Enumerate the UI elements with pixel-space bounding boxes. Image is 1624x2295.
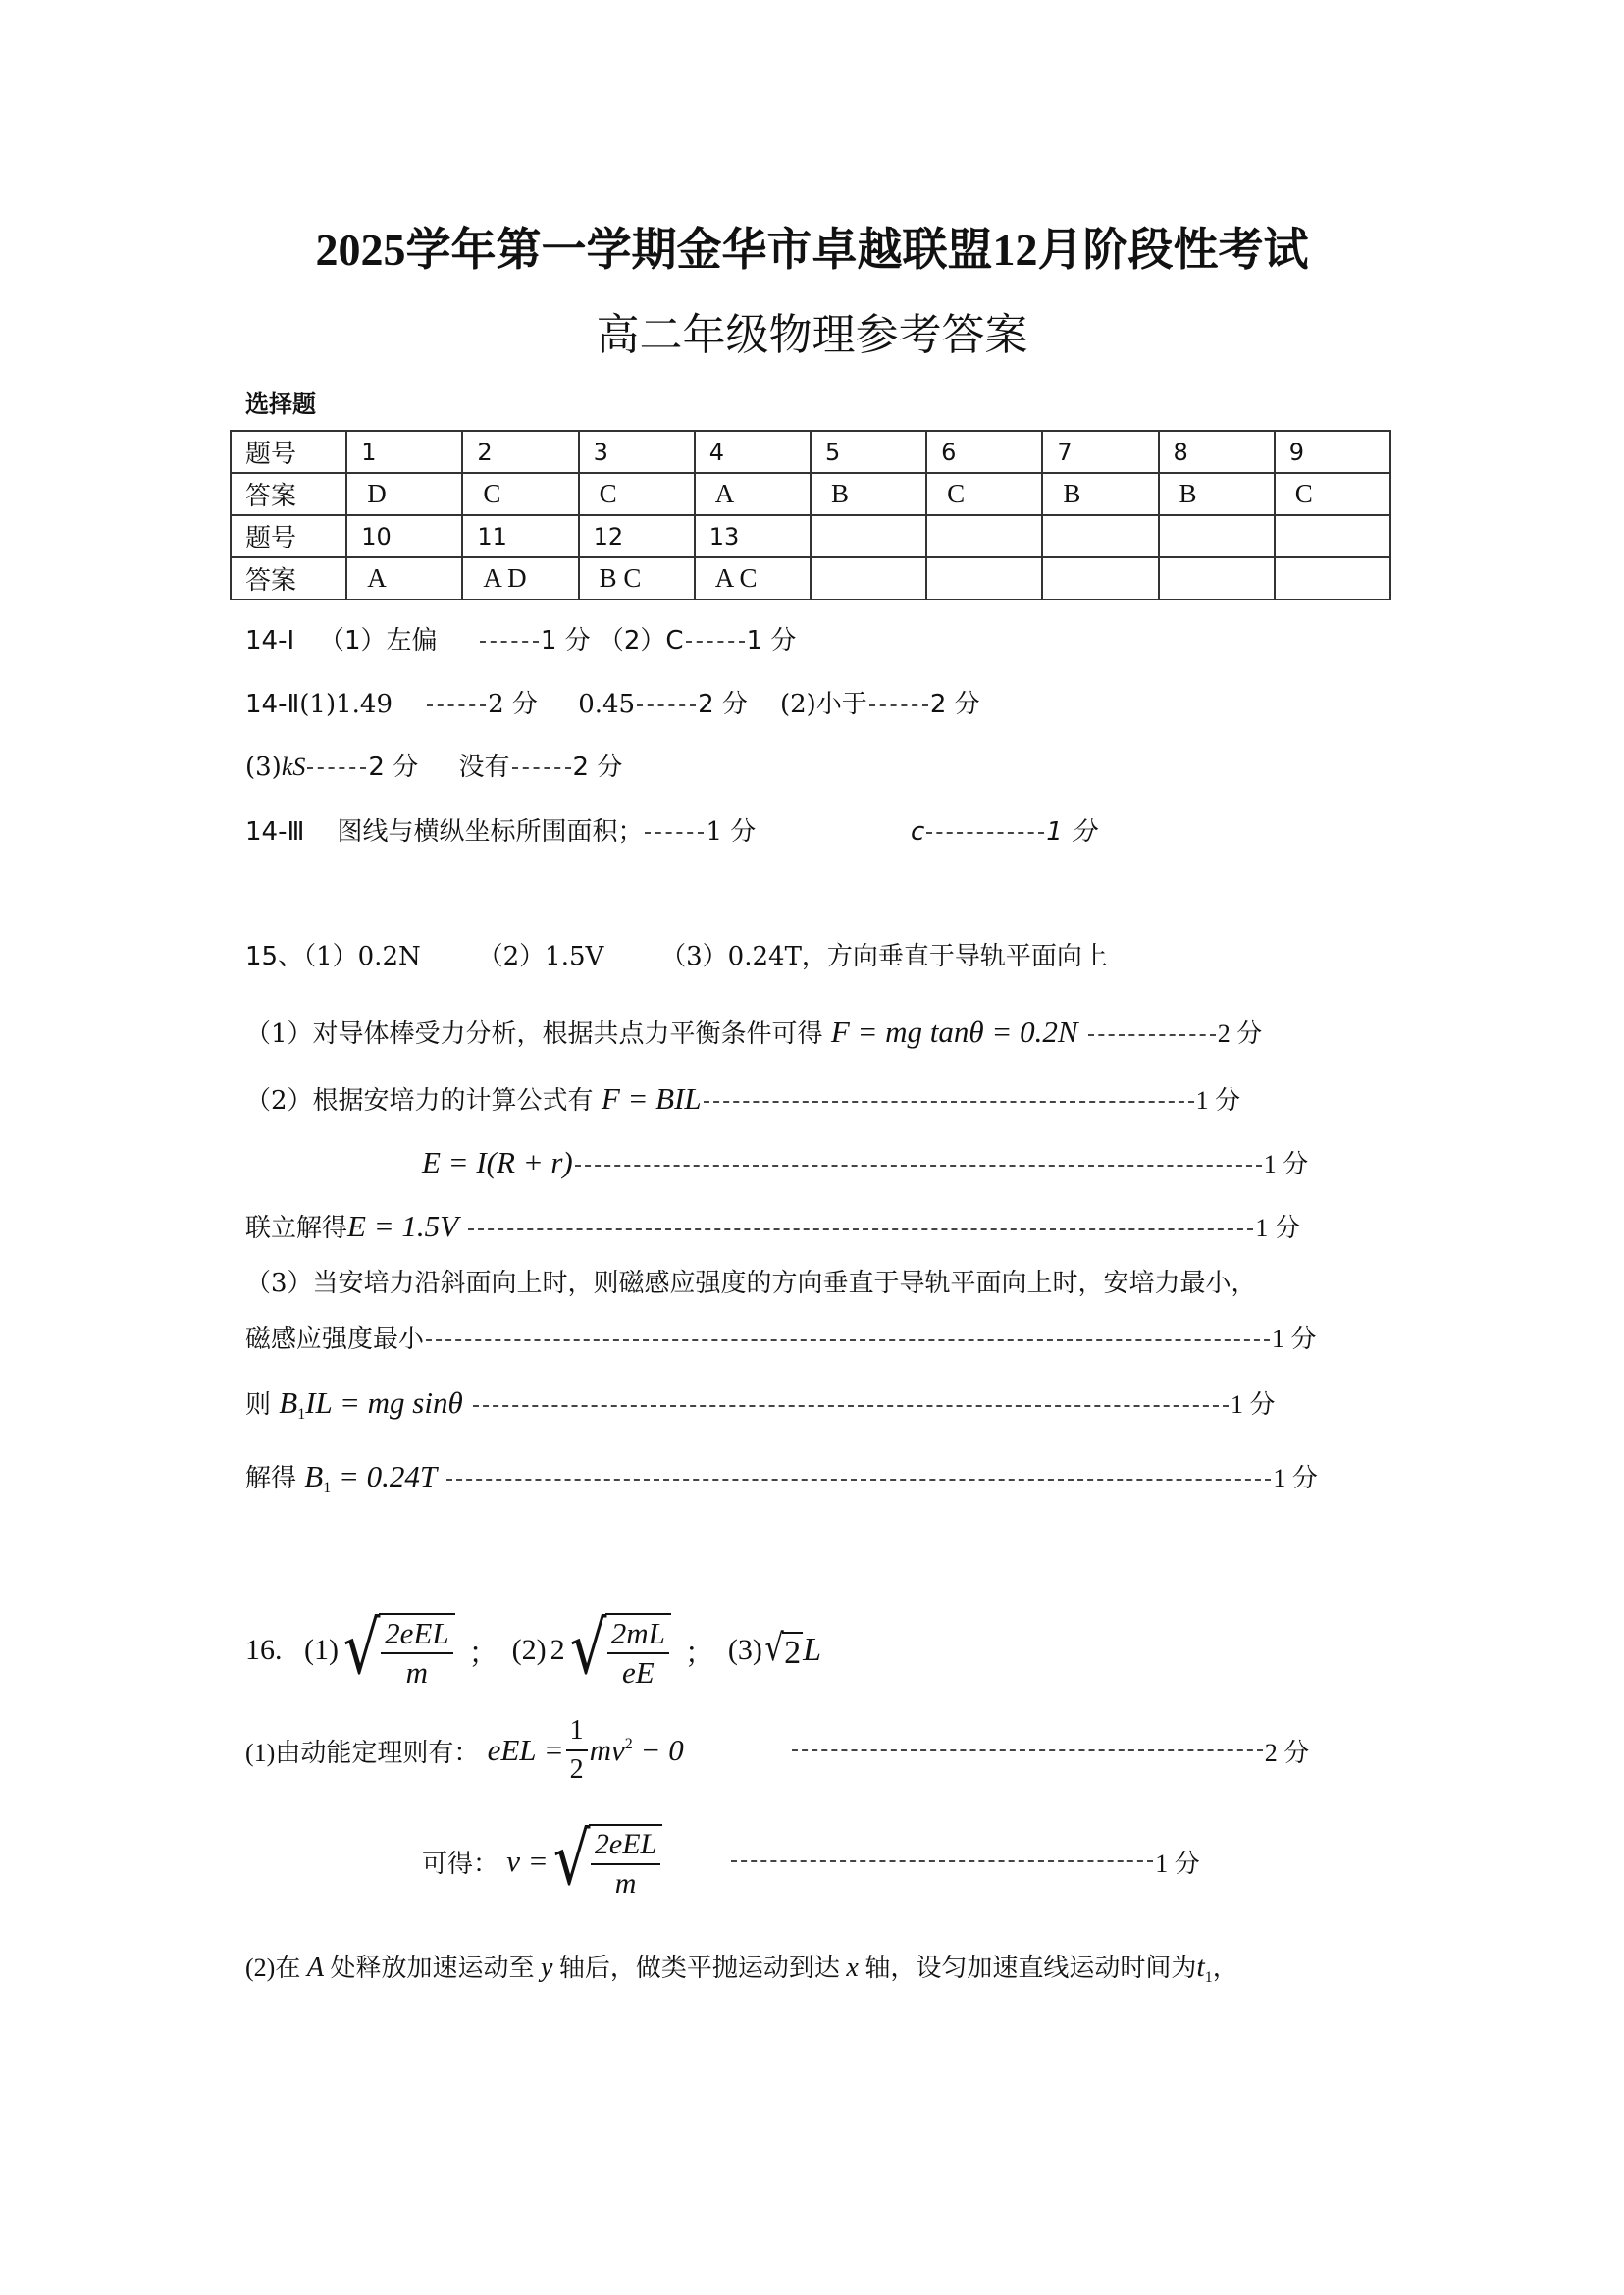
question-number-cell: 10 xyxy=(346,515,462,557)
q16-step2-denominator: m xyxy=(614,1867,637,1900)
sqrt-symbol xyxy=(565,1606,671,1692)
question-number-cell: 5 xyxy=(811,431,926,473)
q16-a2-label: (2) xyxy=(511,1634,547,1666)
sqrt-symbol xyxy=(339,1606,455,1692)
question-number-cell: 2 xyxy=(462,431,578,473)
question-number-cell xyxy=(1042,515,1158,557)
answer-cell xyxy=(926,557,1042,600)
dash-leader xyxy=(704,1101,1194,1103)
document-subtitle: 高二年级物理参考答案 xyxy=(596,311,1028,359)
question-number-cell xyxy=(811,515,926,557)
q15-step2-score: 1 分 xyxy=(1195,1086,1241,1115)
answer-cell: A xyxy=(346,557,462,600)
answer-cell xyxy=(1042,557,1158,600)
q15-step7-formula xyxy=(279,1385,463,1423)
q16-step3 xyxy=(245,1950,1238,1996)
dash-leader xyxy=(645,832,704,834)
q15-step7-text: 则 xyxy=(245,1390,272,1420)
question-number-cell: 4 xyxy=(695,431,811,473)
q15-step1-score: 2 分 xyxy=(1217,1019,1263,1048)
answer-cell: B C xyxy=(579,557,695,600)
document-title: 2025学年第一学期金华市卓越联盟12月阶段性考试 xyxy=(315,225,1309,275)
q14-part3-item2: c xyxy=(911,817,925,847)
dash-leader xyxy=(480,641,539,643)
answer-cell: A xyxy=(695,473,811,515)
q14-part2-item1: (1)1.49 xyxy=(299,690,393,719)
formula-t: t xyxy=(1196,1951,1205,1983)
answer-cell: A C xyxy=(695,557,811,600)
answer-cell: D xyxy=(346,473,462,515)
q15-step3-formula: E = I(R + r) xyxy=(422,1145,573,1179)
radical-icon: √ xyxy=(552,1817,591,1902)
question-number-cell xyxy=(1159,515,1275,557)
formula-rest: IL = mg sinθ xyxy=(305,1385,463,1420)
q14-part1-score1: 1 分 xyxy=(540,626,591,655)
question-number-cell: 7 xyxy=(1042,431,1158,473)
q16-prefix: 16. xyxy=(245,1634,283,1666)
dash-leader xyxy=(512,767,571,769)
formula-var-b: B xyxy=(304,1459,324,1493)
dash-leader xyxy=(869,704,928,706)
dash-leader xyxy=(686,641,745,643)
dash-leader xyxy=(468,1228,1253,1230)
answer-cell xyxy=(1275,557,1390,600)
q14-part1-item2: （2）C xyxy=(598,626,684,655)
q16-separator: ； xyxy=(684,1638,714,1670)
q15-step6-score: 1 分 xyxy=(1272,1325,1317,1353)
dash-leader xyxy=(427,704,486,706)
q16-a3-rest: L xyxy=(803,1632,821,1668)
q15-prefix: 15、 xyxy=(245,942,304,971)
q16-a3-label: (3) xyxy=(727,1634,762,1666)
q16-step1-score: 2 分 xyxy=(1264,1738,1310,1767)
q15-step4-score: 1 分 xyxy=(1255,1214,1300,1242)
radical-icon: √ xyxy=(764,1626,784,1669)
q16-a1-denominator: m xyxy=(405,1655,429,1690)
question-number-cell: 9 xyxy=(1275,431,1390,473)
answer-cell xyxy=(811,557,926,600)
sqrt-symbol xyxy=(762,1628,803,1673)
formula-subscript: 1 xyxy=(297,1406,306,1423)
q15-step6-text: 磁感应强度最小 xyxy=(245,1325,425,1354)
q15-step5-text: （3）当安培力沿斜面向上时，则磁感应强度的方向垂直于导轨平面向上时，安培力最小， xyxy=(245,1269,1257,1298)
table-row-label: 答案 xyxy=(231,557,346,600)
q15-step7-score: 1 分 xyxy=(1230,1390,1276,1419)
question-number-cell: 3 xyxy=(579,431,695,473)
q14-part3-score1: 1 分 xyxy=(706,817,757,847)
dash-leader xyxy=(637,704,696,706)
q15-answer1: （1）0.2N xyxy=(303,942,421,971)
q16-step3-text1: (2)在 xyxy=(245,1954,301,1982)
q14-part2b xyxy=(245,750,622,785)
q15-step1 xyxy=(245,1015,1262,1052)
table-row xyxy=(231,473,1390,515)
table-row-label: 题号 xyxy=(231,431,346,473)
answer-table xyxy=(230,430,1391,600)
q15-step2-formula: F = BIL xyxy=(601,1081,702,1116)
dash-leader xyxy=(926,832,1044,834)
question-number-cell: 11 xyxy=(462,515,578,557)
q16-a1-numerator: 2eEL xyxy=(381,1615,452,1654)
q14-part3 xyxy=(245,814,756,850)
answer-cell: B xyxy=(811,473,926,515)
q14-part2b-item2: 没有 xyxy=(458,753,510,782)
q15-answer2: （2）1.5V xyxy=(477,942,604,971)
q16-step3-text4: 轴，设匀加速直线运动时间为 xyxy=(864,1954,1197,1982)
answer-cell: A D xyxy=(462,557,578,600)
q16-a2-coef: 2 xyxy=(550,1634,565,1666)
q15-step8-score: 1 分 xyxy=(1273,1464,1318,1492)
q14-part2-item2: 0.45 xyxy=(578,690,636,719)
q14-part1-item1: （1）左偏 xyxy=(318,626,438,655)
question-number-cell xyxy=(1275,515,1390,557)
q15-step1-text: （1）对导体棒受力分析，根据共点力平衡条件可得 xyxy=(245,1019,823,1049)
q15-summary xyxy=(245,939,1108,974)
dash-leader xyxy=(446,1479,1271,1481)
q14-part3-right xyxy=(911,814,1096,850)
q14-part2-score3: 2 分 xyxy=(929,690,980,719)
q16-step1-frac-den: 2 xyxy=(569,1754,584,1785)
q16-step3-var-y: y xyxy=(540,1953,553,1983)
q16-separator: ； xyxy=(468,1638,498,1670)
q16-step3-var-t xyxy=(1196,1951,1213,1986)
dash-leader xyxy=(575,1165,1262,1167)
q16-summary xyxy=(245,1606,821,1692)
q15-step2-text: （2）根据安培力的计算公式有 xyxy=(245,1086,594,1116)
q16-step2-score: 1 分 xyxy=(1155,1849,1200,1878)
question-number-cell: 13 xyxy=(695,515,811,557)
q15-step6 xyxy=(245,1322,1317,1357)
table-row xyxy=(231,515,1390,557)
q14-part2-prefix: 14-Ⅱ xyxy=(245,690,300,719)
q16-step1-lhs: eEL = xyxy=(487,1733,564,1767)
formula-subscript: 1 xyxy=(1204,1969,1213,1986)
table-row-label: 题号 xyxy=(231,515,346,557)
q15-answer3: （3）0.24T，方向垂直于导轨平面向上 xyxy=(660,942,1108,971)
q16-step2-text: 可得： xyxy=(422,1849,499,1879)
formula-subscript: 1 xyxy=(323,1480,332,1496)
q14-part2-score2: 2 分 xyxy=(698,690,748,719)
question-number-cell xyxy=(926,515,1042,557)
dash-leader xyxy=(473,1405,1229,1407)
dash-leader xyxy=(426,1339,1270,1341)
answer-cell: C xyxy=(926,473,1042,515)
table-row xyxy=(231,431,1390,473)
q16-step1 xyxy=(245,1712,1309,1789)
table-row xyxy=(231,557,1390,600)
question-number-cell: 12 xyxy=(579,515,695,557)
q15-step3 xyxy=(422,1145,1308,1182)
q16-step2-numerator: 2eEL xyxy=(591,1826,660,1865)
sqrt-symbol xyxy=(549,1817,662,1903)
q14-part2-item3: (2)小于 xyxy=(779,690,867,719)
q16-step3-var-a: A xyxy=(306,1953,324,1983)
section-label-multiple-choice: 选择题 xyxy=(245,391,316,418)
radical-icon: √ xyxy=(342,1606,381,1691)
q16-step1-rhs xyxy=(590,1733,684,1768)
q14-part1 xyxy=(245,623,796,658)
q15-step2 xyxy=(245,1081,1240,1119)
q16-step2-lhs: v = xyxy=(506,1844,549,1878)
q14-part1-score2: 1 分 xyxy=(746,626,797,655)
dash-leader xyxy=(1088,1034,1216,1036)
q16-a1-label: (1) xyxy=(304,1634,339,1666)
dash-leader xyxy=(731,1860,1153,1862)
q16-a2-denominator: eE xyxy=(621,1655,655,1690)
answer-cell: B xyxy=(1042,473,1158,515)
q14-part3-score2: 1 分 xyxy=(1046,817,1097,847)
q16-step3-text5: ， xyxy=(1212,1954,1238,1982)
q15-step4-formula: E = 1.5V xyxy=(347,1209,459,1243)
q16-step3-text3: 轴后，做类平抛运动到达 xyxy=(558,1954,840,1982)
answer-cell xyxy=(1159,557,1275,600)
formula-tail: − 0 xyxy=(640,1733,684,1767)
q16-step1-text: (1)由动能定理则有： xyxy=(245,1738,480,1767)
dash-leader xyxy=(307,767,366,769)
q15-step5 xyxy=(245,1266,1257,1301)
q14-part2b-math: kS xyxy=(281,753,306,781)
q16-a3-radicand: 2 xyxy=(782,1632,803,1673)
dash-leader xyxy=(792,1749,1263,1751)
formula-mv: mv xyxy=(589,1733,625,1767)
q16-a2-numerator: 2mL xyxy=(607,1615,669,1654)
q14-part3-item1: 图线与横纵坐标所围面积； xyxy=(337,817,644,847)
q14-part3-prefix: 14-Ⅲ xyxy=(245,817,305,847)
q15-step8-formula xyxy=(304,1459,438,1496)
question-number-cell: 6 xyxy=(926,431,1042,473)
q15-step4 xyxy=(245,1209,1300,1246)
q14-part2-score1: 2 分 xyxy=(488,690,538,719)
formula-rest: = 0.24T xyxy=(338,1459,438,1493)
radical-icon: √ xyxy=(569,1606,607,1691)
q15-step1-formula: F = mg tanθ = 0.2N xyxy=(830,1015,1078,1049)
q16-step1-frac-num: 1 xyxy=(566,1712,588,1751)
q15-step8 xyxy=(245,1459,1318,1506)
q15-step7 xyxy=(245,1385,1275,1433)
q15-step4-text: 联立解得 xyxy=(245,1214,348,1243)
q15-step3-score: 1 分 xyxy=(1263,1150,1309,1178)
q14-part2b-item1: (3) xyxy=(245,753,282,782)
q14-part1-prefix: 14-Ⅰ xyxy=(245,626,295,655)
answer-cell: C xyxy=(1275,473,1390,515)
table-row-label: 答案 xyxy=(231,473,346,515)
q14-part2b-score1: 2 分 xyxy=(368,753,419,782)
q16-step2 xyxy=(422,1817,1200,1903)
q14-part2 xyxy=(245,687,980,722)
formula-var-b: B xyxy=(279,1385,298,1420)
question-number-cell: 1 xyxy=(346,431,462,473)
q14-part2b-score2: 2 分 xyxy=(572,753,623,782)
answer-cell: C xyxy=(462,473,578,515)
formula-superscript: 2 xyxy=(624,1736,633,1752)
question-number-cell: 8 xyxy=(1159,431,1275,473)
q16-step3-text2: 处释放加速运动至 xyxy=(330,1954,535,1982)
q15-step8-text: 解得 xyxy=(245,1464,297,1493)
answer-cell: C xyxy=(579,473,695,515)
q16-step3-var-x: x xyxy=(846,1953,859,1983)
answer-cell: B xyxy=(1159,473,1275,515)
